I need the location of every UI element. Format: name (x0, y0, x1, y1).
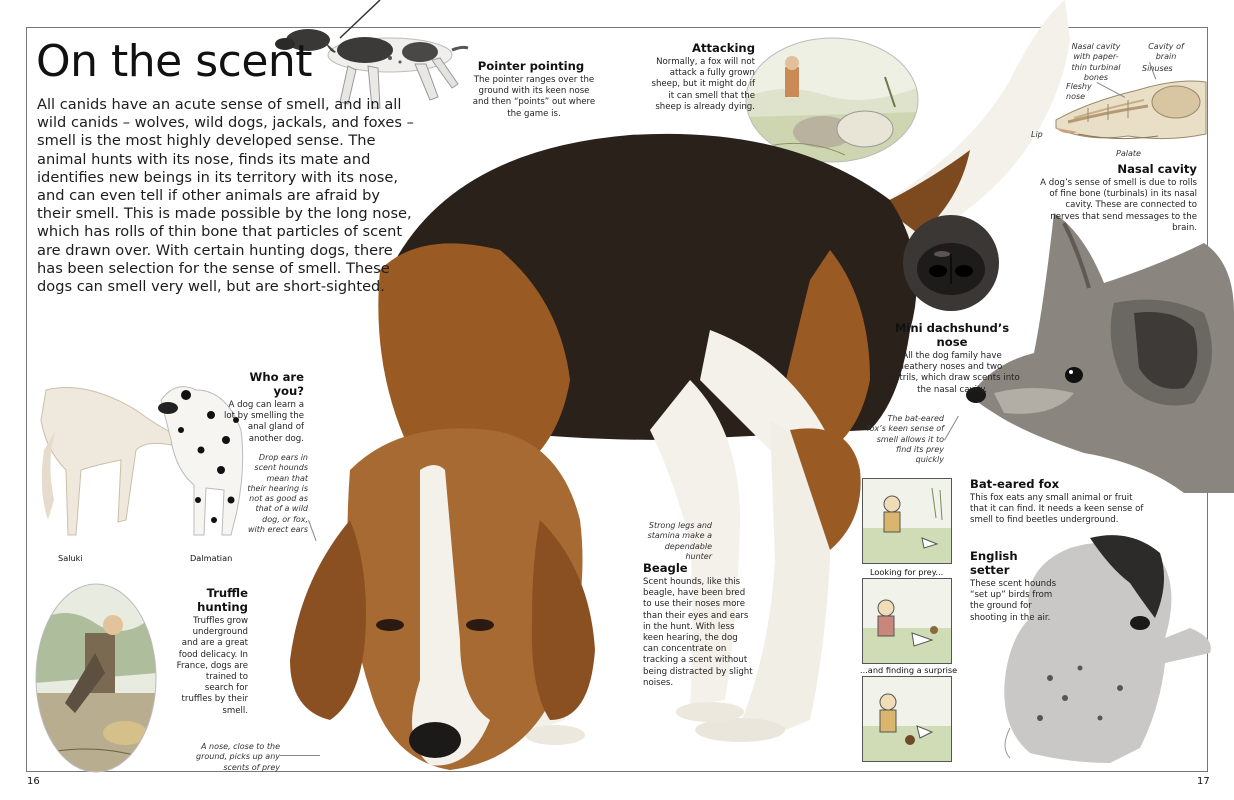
dachshund-heading: Mini dachshund’s nose (894, 321, 1010, 349)
label-sinuses: Sinuses (1142, 64, 1173, 73)
label-lip: Lip (1031, 130, 1043, 139)
saluki-label: Saluki (58, 553, 83, 563)
nose-leader-line (280, 755, 320, 756)
pointer-heading: Pointer pointing (477, 59, 585, 73)
nose-ground-note: A nose, close to the ground, picks up any scents of prey (195, 742, 280, 772)
beagle-heading: Beagle (643, 561, 688, 575)
attacking-caption (643, 41, 755, 113)
pointer-body: The pointer ranges over the ground with its keen nose and then “points” out where the game is. (472, 75, 596, 119)
beagle-caption (643, 561, 753, 689)
cartoon-panel-1 (862, 478, 952, 564)
bat-fox-heading: Bat-eared fox (970, 477, 1060, 491)
cartoon-panel-2 (862, 578, 952, 664)
who-caption (218, 370, 304, 445)
nasal-heading: Nasal cavity (1117, 162, 1197, 176)
strong-legs-note: Strong legs and stamina make a dependable hunter (647, 521, 712, 561)
drop-ears-note: Drop ears in scent hounds mean that their hearing is not as good as that of a wild dog, or fox, with erect ears (247, 453, 308, 535)
page-title: On the scent (36, 36, 313, 87)
setter-heading: English setter (970, 549, 1018, 577)
label-nasal-cavity: Nasal cavity with paper-thin turbinal bones (1071, 42, 1121, 82)
setter-caption (970, 549, 1060, 624)
bat-fox-caption (970, 477, 1145, 527)
truffle-hunting-illustration (35, 583, 157, 773)
beagle-body: Scent hounds, like this beagle, have been bred to use their noses more than their eyes and ears in the hunt. With less keen hearing, the dog can concentrate on tracking a scent without being distracted by slight noises. (643, 577, 753, 688)
nasal-caption (1040, 162, 1197, 234)
dachshund-body: All the dog family have leathery noses and two nostrils, which draw scents into the nasal cavity. (884, 351, 1020, 395)
dachshund-caption (884, 321, 1020, 396)
intro-paragraph: All canids have an acute sense of smell, and in all wild canids – wolves, wild dogs, jackals, and foxes – smell is the most highly developed sense. The animal hunts with its nose, finds its mate and identifies new beings in its territory with its nose, and can even tell if other animals are afraid by their smell. This is made possible by the long nose, which has rolls of thin bone that particles of scent are drawn over. With certain hunting dogs, there has been selection for the sense of smell. These dogs can smell very well, but are short-sighted. (37, 96, 414, 296)
cartoon-panel-3 (862, 676, 952, 762)
bat-fox-body: This fox eats any small animal or fruit that it can find. It needs a keen sense of smell to find beetles underground. (970, 493, 1144, 526)
setter-body: These scent hounds “set up” birds from the ground for shooting in the air. (970, 579, 1057, 623)
bat-fox-note: The bat-eared fox’s keen sense of smell allows it to find its prey quickly (866, 414, 944, 465)
who-body: A dog can learn a lot by smelling the anal gland of another dog. (223, 400, 304, 444)
truffle-body: Truffles grow underground and are a great food delicacy. In France, dogs are trained to search for truffles by their smell. (176, 616, 248, 716)
label-fleshy-nose: Fleshy nose (1066, 82, 1092, 102)
page-number-left: 16 (27, 776, 40, 787)
truffle-heading: Truffle hunting (197, 586, 248, 614)
label-cavity-of-brain: Cavity of brain (1148, 42, 1184, 62)
pointer-caption (466, 59, 596, 120)
label-palate: Palate (1116, 149, 1141, 158)
page-number-right: 17 (1197, 776, 1210, 787)
truffle-caption (158, 586, 248, 717)
cartoon-caption-2: ...and finding a surprise (860, 665, 958, 675)
who-heading: Who are you? (249, 370, 304, 398)
attacking-heading: Attacking (692, 41, 755, 55)
cartoon-caption-1: Looking for prey... (870, 567, 944, 577)
nasal-body: A dog’s sense of smell is due to rolls of fine bone (turbinals) in its nasal cavity. These are connected to nerves that send messages to the brain. (1040, 178, 1197, 233)
attacking-body: Normally, a fox will not attack a fully grown sheep, but it might do if it can smell that the sheep is already dying. (651, 57, 755, 112)
dalmatian-label: Dalmatian (190, 553, 233, 563)
